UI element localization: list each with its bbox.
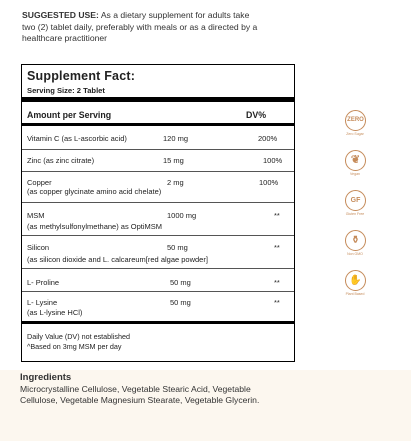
nutrient-name: L- Proline: [27, 278, 60, 287]
zero-sugar-icon: ZERO: [345, 110, 366, 131]
ingredients-section: [0, 370, 411, 441]
nutrient-name: Silicon: [27, 243, 50, 252]
non-gmo-bottle-icon: ⚱: [345, 230, 366, 251]
nutrient-dv: **: [274, 211, 280, 220]
row-separator: [22, 291, 294, 292]
badge-label: Plant Based: [345, 292, 365, 296]
badge-non-gmo: [341, 230, 369, 270]
nutrient-amount: 2 mg: [167, 178, 184, 187]
nutrient-dv: 100%: [259, 178, 279, 187]
badge-zero-sugar: [341, 110, 369, 150]
nutrient-source: (as copper glycinate amino acid chelate): [27, 187, 162, 196]
nutrient-dv: **: [274, 243, 280, 252]
nutrient-amount: 1000 mg: [167, 211, 197, 220]
badge-label: Zero Sugar: [346, 132, 364, 136]
badge-label: Non GMO: [347, 252, 363, 256]
nutrient-dv: 100%: [263, 156, 283, 165]
footer-rule: [22, 321, 294, 324]
nutrient-dv: 200%: [258, 134, 278, 143]
nutrient-amount: 50 mg: [170, 278, 191, 287]
header-dv: DV%: [246, 110, 267, 120]
nutrient-dv: **: [274, 298, 280, 307]
nutrient-amount: 50 mg: [170, 298, 191, 307]
ingredients-text: Microcrystalline Cellulose, Vegetable Stearic Acid, Vegetable Cellulose, Vegetable Magnesium Stearate, Vegetable Glycerin.: [20, 384, 260, 406]
header-amount: Amount per Serving: [27, 110, 112, 120]
footnote-msm: ^Based on 3mg MSM per day: [27, 342, 122, 351]
nutrient-amount: 50 mg: [167, 243, 188, 252]
facts-title: Supplement Fact:: [27, 69, 136, 83]
badge-label: Gluten Free: [345, 212, 365, 216]
nutrient-source: (as silicon dioxide and L. calcareum[red algae powder]: [27, 255, 208, 264]
nutrient-source: (as methylsulfonylmethane) as OptiMSM: [27, 222, 163, 231]
nutrient-source: (as L-lysine HCl): [27, 308, 83, 317]
nutrient-dv: **: [274, 278, 280, 287]
serving-size: Serving Size: 2 Tablet: [27, 86, 105, 95]
nutrient-name: Vitamin C (as L-ascorbic acid): [27, 134, 127, 143]
row-separator: [22, 268, 294, 269]
badge-gluten-free: [341, 190, 369, 230]
thick-rule: [22, 97, 294, 102]
suggested-use-label: SUGGESTED USE:: [22, 10, 99, 20]
footnote-dv: Daily Value (DV) not established: [27, 332, 130, 341]
suggested-use-text: As a dietary supplement for adults take two (2) tablet daily, preferably with meals or as a directed by a healthcare practitioner: [22, 10, 258, 43]
nutrient-name: MSM: [27, 211, 45, 220]
gluten-free-icon: GF: [345, 190, 366, 211]
badge-column: [341, 110, 369, 310]
badge-label: Vegan: [350, 172, 360, 176]
row-separator: [22, 149, 294, 150]
badge-plant-based: [341, 270, 369, 310]
vegan-leaf-icon: ❦: [345, 150, 366, 171]
nutrient-name: L- Lysine: [27, 298, 58, 307]
header-rule: [22, 123, 294, 126]
suggested-use: [22, 10, 262, 45]
row-separator: [22, 235, 294, 236]
plant-based-hand-icon: ✋: [345, 270, 366, 291]
supplement-facts-panel: [21, 64, 295, 362]
ingredients-title: Ingredients: [20, 372, 72, 383]
nutrient-name: Copper: [27, 178, 52, 187]
row-separator: [22, 171, 294, 172]
nutrient-name: Zinc (as zinc citrate): [27, 156, 95, 165]
badge-vegan: [341, 150, 369, 190]
nutrient-amount: 15 mg: [163, 156, 184, 165]
row-separator: [22, 202, 294, 203]
nutrient-amount: 120 mg: [163, 134, 189, 143]
